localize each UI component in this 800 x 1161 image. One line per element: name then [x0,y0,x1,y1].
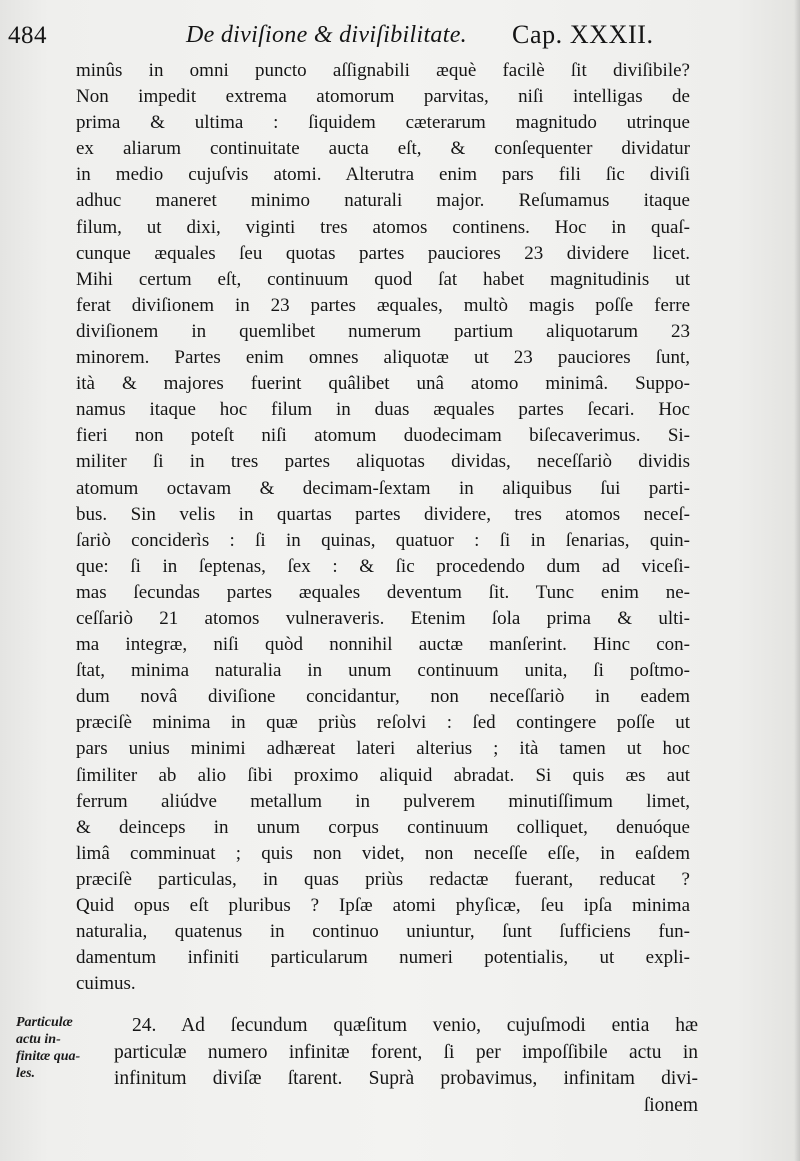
text-line: ceſſariò 21 atomos vulneraveris. Etenim ſola prima & ulti- [76,607,690,629]
text-line: diviſionem in quemlibet numerum partium aliquotarum 23 [76,320,690,342]
text-line: atomum octavam & decimam-ſextam in aliquibus ſui parti- [76,477,690,499]
text-line: præciſè minima in quæ priùs reſolvi : ſed contingere poſſe ut [76,712,690,734]
text-line: ferrum aliúdve metallum in pulverem minutiſſimum limet, [76,790,690,812]
text-line: præciſè particulas, in quas priùs redactæ fuerant, reducat ? [76,868,690,890]
text-line: 24. Ad ſecundum quæſitum venio, cujuſmodi entia hæ [132,1015,698,1036]
text-line: & deinceps in unum corpus continuum colliquet, denuóque [76,816,690,838]
text-line: ſimiliter ab alio ſibi proximo aliquid abradat. Si quis æs aut [76,764,690,786]
paragraph-24 [114,1013,698,1119]
page-number: 484 [8,22,47,49]
page-edge-shadow [794,0,800,1161]
text-line: fieri non poteſt niſi atomum duodecimam biſecaverimus. Si- [76,425,690,447]
text-line: prima & ultima : ſiquidem cæterarum magnitudo utrinque [76,112,690,134]
text-line: adhuc maneret minimo naturali major. Reſumamus itaque [76,190,690,212]
text-line: in medio cujuſvis atomi. Alterutra enim pars fili ſic diviſi [76,164,690,186]
text-line: cuimus. [76,973,136,995]
text-line: dum novâ diviſione concidantur, non neceſſariò in eadem [76,686,690,708]
text-line: ſtat, minima naturalia in unum continuum unita, ſi poſtmo- [76,660,690,682]
marginal-note-line: les. [16,1066,36,1081]
running-head [0,14,800,54]
text-line: bus. Sin velis in quartas partes dividere, tres atomos neceſ- [76,503,690,525]
marginal-note-line: finitæ qua- [16,1049,81,1064]
text-line: naturalia, quatenus in continuo uniuntur, ſunt ſufficiens fun- [76,921,690,943]
text-line: Mihi certum eſt, continuum quod ſat habet magnitudinis ut [76,268,690,290]
text-line: ex aliarum continuitate aucta eſt, & conſequenter dividatur [76,138,690,160]
marginal-note [16,1014,112,1082]
text-line: ſariò conciderìs : ſi in quinas, quatuor : ſi in ſenarias, quin- [76,529,690,551]
text-line: ferat diviſionem in 23 partes æquales, multò magis poſſe ferre [76,294,690,316]
chapter-label: Cap. XXXII. [512,20,654,49]
text-line: Non impedit extrema atomorum parvitas, niſi intelligas de [76,86,690,108]
text-line: limâ comminuat ; quis non videt, non neceſſe eſſe, in eaſdem [76,842,690,864]
text-line: ſionem [643,1094,698,1116]
running-head-title: De diviſione & diviſibilitate. [186,22,467,48]
text-line: militer ſi in tres partes aliquotas dividas, neceſſariò dividis [76,451,690,473]
text-line: ma integræ, niſi quòd nonnihil auctæ manſerint. Hinc con- [76,634,690,656]
text-line: minorem. Partes enim omnes aliquotæ ut 23 pauciores ſunt, [76,347,690,369]
text-line: filum, ut dixi, viginti tres atomos continens. Hoc in quaſ- [76,216,690,238]
text-line: pars unius minimi adhæreat lateri alterius ; ità tamen ut hoc [76,738,690,760]
marginal-note-line: Particulæ [16,1015,73,1030]
text-line: particulæ numero infinitæ forent, ſi per impoſſibile actu in [114,1041,698,1063]
text-line: mas ſecundas partes æquales deventum ſit. Tunc enim ne- [76,581,690,603]
main-paragraph [76,58,690,997]
text-line: cunque æquales ſeu quotas partes pauciores 23 dividere licet. [76,242,690,264]
text-line: ità & majores fuerint quâlibet unâ atomo minimâ. Suppo- [76,373,690,395]
marginal-note-line: actu in- [16,1032,61,1047]
text-line: infinitum diviſæ ſtarent. Suprà probavimus, infinitam divi- [114,1068,698,1089]
text-line: que: ſi in ſeptenas, ſex : & ſic procedendo dum ad viceſi- [76,555,690,577]
text-line: minûs in omni puncto aſſignabili æquè facilè ſit diviſibile? [76,60,690,81]
text-line: namus itaque hoc filum in duas æquales partes ſecari. Hoc [76,399,690,421]
text-line: Quid opus eſt pluribus ? Ipſæ atomi phyſicæ, ſeu ipſa minima [76,895,690,916]
text-line: damentum infiniti particularum numeri potentialis, ut expli- [76,947,690,969]
